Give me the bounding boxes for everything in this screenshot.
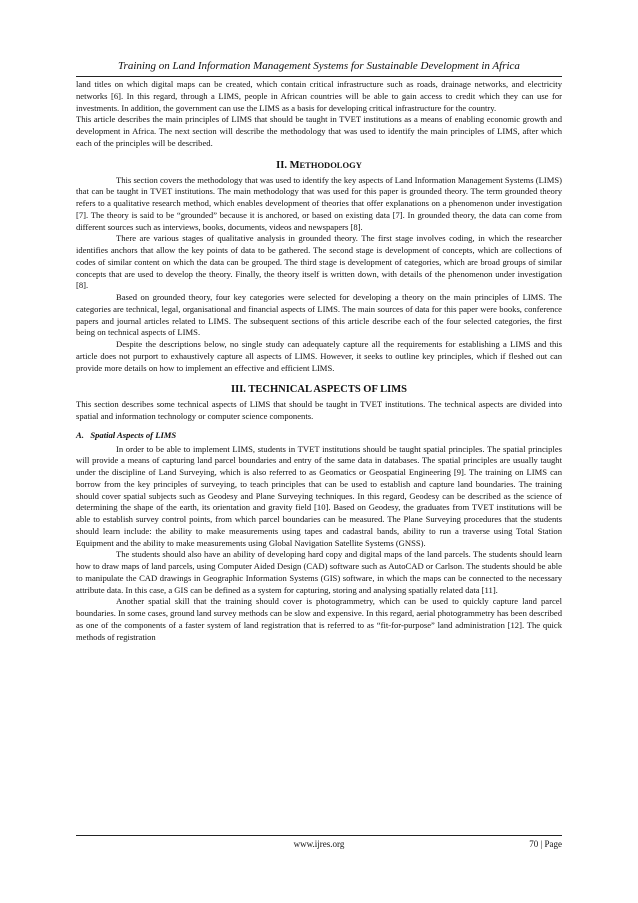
subsection-heading-spatial [76, 430, 562, 442]
section-numeral: II. [276, 159, 287, 171]
subsection-label: A. [76, 429, 84, 440]
section-title-rest: ETHODOLOGY [299, 159, 362, 170]
section-title-initial: M [289, 159, 300, 171]
paragraph: land titles on which digital maps can be created, which contain critical infrastructure such as roads, drainage networks, and electricity networks [6]. In this regard, through a LIMS, people in African countries will be able to gain access to credit which they can use for investments. In addition, the government can use the LIMS as a basis for developing critical infrastructure for the country. [76, 79, 562, 113]
paragraph: The students should also have an ability of developing hard copy and digital maps of the land parcels. The students should learn how to draw maps of land parcels, using Computer Aided Design (CAD) software such as AutoCAD or Carlson. The students should be able to manipulate the CAD drawings in Geographic Information Systems (GIS) software, in which the maps can be connected to the necessary attribute data. In this case, a GIS can be defined as a system for capturing, storing and analysing spatially related data [11]. [76, 549, 562, 595]
paragraph: Despite the descriptions below, no single study can adequately capture all the requirements for establishing a LIMS and this article does not purport to exhaustively capture all aspects of LIMS. However, it seeks to outline key principles, which if fleshed out can provide more details on how to implement an effective and efficient LIMS. [76, 339, 562, 373]
running-header: Training on Land Information Management Systems for Sustainable Development in Africa [118, 60, 520, 72]
article-body [76, 79, 562, 643]
footer-url: www.ijres.org [293, 839, 345, 849]
paragraph: Based on grounded theory, four key categories were selected for developing a theory on the main principles of LIMS. The categories are technical, legal, organisational and financial aspects of LIMS. The main sources of data for this paper were books, conference papers and journal articles related to LIMS. The subsequent sections of this article describe each of the four selected categories, the first being on technical aspects of LIMS. [76, 292, 562, 338]
paragraph: This section describes some technical aspects of LIMS that should be taught in TVET institutions. The technical aspects are divided into spatial and information technology or computer science components. [76, 399, 562, 421]
paragraph: Another spatial skill that the training should cover is photogrammetry, which can be used to quickly capture land parcel boundaries. In some cases, ground land survey methods can be slow and expensive. In this regard, aerial photogrammetry has been described as one of the components of a faster system of land registration that is referred to as “fit-for-purpose” land administration [12]. The quick methods of registration [76, 596, 562, 642]
subsection-title: Spatial Aspects of LIMS [90, 429, 177, 440]
paragraph: This article describes the main principles of LIMS that should be taught in TVET institutions as a means of enabling economic growth and development in Africa. The next section will describe the methodology that was used to identify the main principles of LIMS, after which each of the principles will be described. [76, 114, 562, 148]
page-number: 70 | Page [529, 839, 562, 849]
section-heading-methodology [76, 159, 562, 172]
section-heading-technical-aspects: III. TECHNICAL ASPECTS OF LIMS [231, 384, 407, 396]
paragraph: In order to be able to implement LIMS, students in TVET institutions should be taught spatial principles. The spatial principles will provide a means of capturing land parcel boundaries and entry of the same data in databases. The spatial principles are usually taught under the discipline of Land Surveying, which is also referred to as Geomatics or Geospatial Engineering [9]. The training on LIMS can borrow from the key principles of surveying, to teach principles that can be used to establish and capture land boundaries. The training should cover spatial subjects such as Geodesy and Plane Surveying techniques. In this regard, Geodesy can be described as the science of determining the shape of the earth, its orientation and gravity field [10]. Based on Geodesy, the graduates from TVET institutions will be able to establish survey control points, from which parcel boundaries can be measured. The Plane Surveying procedures that the students should learn include: the ability to make measurements using tapes and cadastral bands, ability to run a traverse using Total Station Equipment and the ability to make measurements using Global Navigation Satellite Systems (GNSS). [76, 443, 562, 548]
paragraph: There are various stages of qualitative analysis in grounded theory. The first stage involves coding, in which the researcher identifies anchors that allow the key points of data to be gathered. The second stage is development of concepts, which are collections of codes of similar content on which the data can be grouped. The third stage is development of categories, which are broad groups of similar concepts that are used to develop the theory. Finally, the theory itself is written down, with details of the phenomenon under investigation [8]. [76, 233, 562, 291]
footer-rule [76, 835, 562, 836]
paragraph: This section covers the methodology that was used to identify the key aspects of Land Information Management Systems (LIMS) that can be taught in TVET institutions. The main methodology that was used for this paper is grounded theory. The term grounded theory refers to a qualitative research method, which enables development of theories that offer explanations on a phenomenon under investigation [7]. The theory is said to be “grounded” because it is anchored, or based on existing data [7]. In grounded theory, the data can come from different sources such as interviews, books, documents, videos and newspapers [8]. [76, 174, 562, 232]
header-rule [76, 76, 562, 77]
